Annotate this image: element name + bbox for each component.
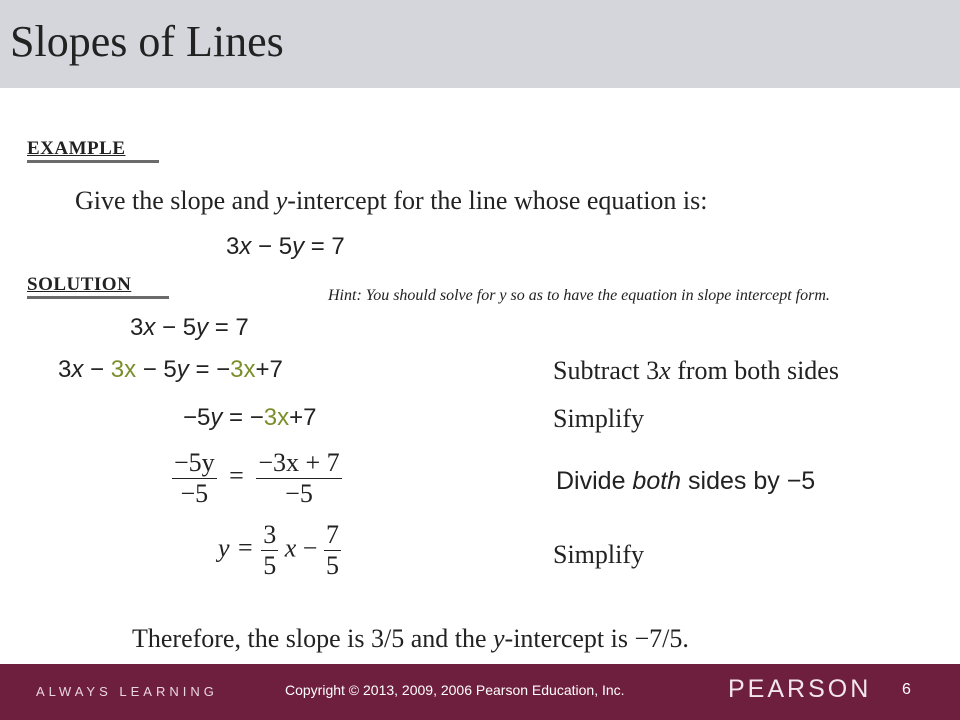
step4-equation: $\frac{-5y}{-5}$ = $\frac{-3x + 7}{-5}$ [174, 448, 340, 508]
slope-fraction: $\frac{3}{5}$ [263, 520, 277, 580]
solution-underline [27, 296, 169, 299]
solution-label: SOLUTION [27, 274, 132, 295]
annotation-simplify-2: Simplify [553, 540, 645, 569]
intercept-fraction: $\frac{7}{5}$ [325, 520, 339, 580]
footer-tagline: ALWAYS LEARNING [36, 684, 218, 699]
example-label: EXAMPLE [27, 138, 126, 159]
step3-equation: −5y = −3x+7 [183, 404, 317, 431]
step1-equation: 3x − 5y = 7 [130, 314, 249, 341]
footer-copyright: Copyright © 2013, 2009, 2006 Pearson Education, Inc. [285, 682, 625, 698]
lhs-fraction: $\frac{-5y}{-5}$ [174, 448, 215, 508]
annotation-simplify-1: Simplify [553, 404, 645, 433]
annotation-divide: Divide both sides by −5 [556, 467, 816, 495]
hint-text: Hint: You should solve for y so as to have the equation in slope intercept form. [328, 287, 830, 304]
conclusion-text: Therefore, the slope is 3/5 and the y-intercept is −7/5. [132, 624, 689, 653]
problem-prompt: Give the slope and y-intercept for the line whose equation is: [75, 186, 708, 215]
annotation-subtract: Subtract 3x from both sides [553, 356, 839, 385]
step5-equation: y = $\frac{3}{5}$ x − $\frac{7}{5}$ [218, 520, 339, 580]
rhs-fraction: $\frac{-3x + 7}{-5}$ [258, 448, 340, 508]
pearson-logo: PEARSON [728, 675, 872, 703]
example-underline [27, 160, 159, 163]
slide-title: Slopes of Lines [10, 17, 284, 66]
given-equation: 3x − 5y = 7 [226, 233, 345, 260]
page-number: 6 [902, 681, 911, 698]
step2-equation: 3x − 3x − 5y = −3x+7 [58, 356, 283, 383]
